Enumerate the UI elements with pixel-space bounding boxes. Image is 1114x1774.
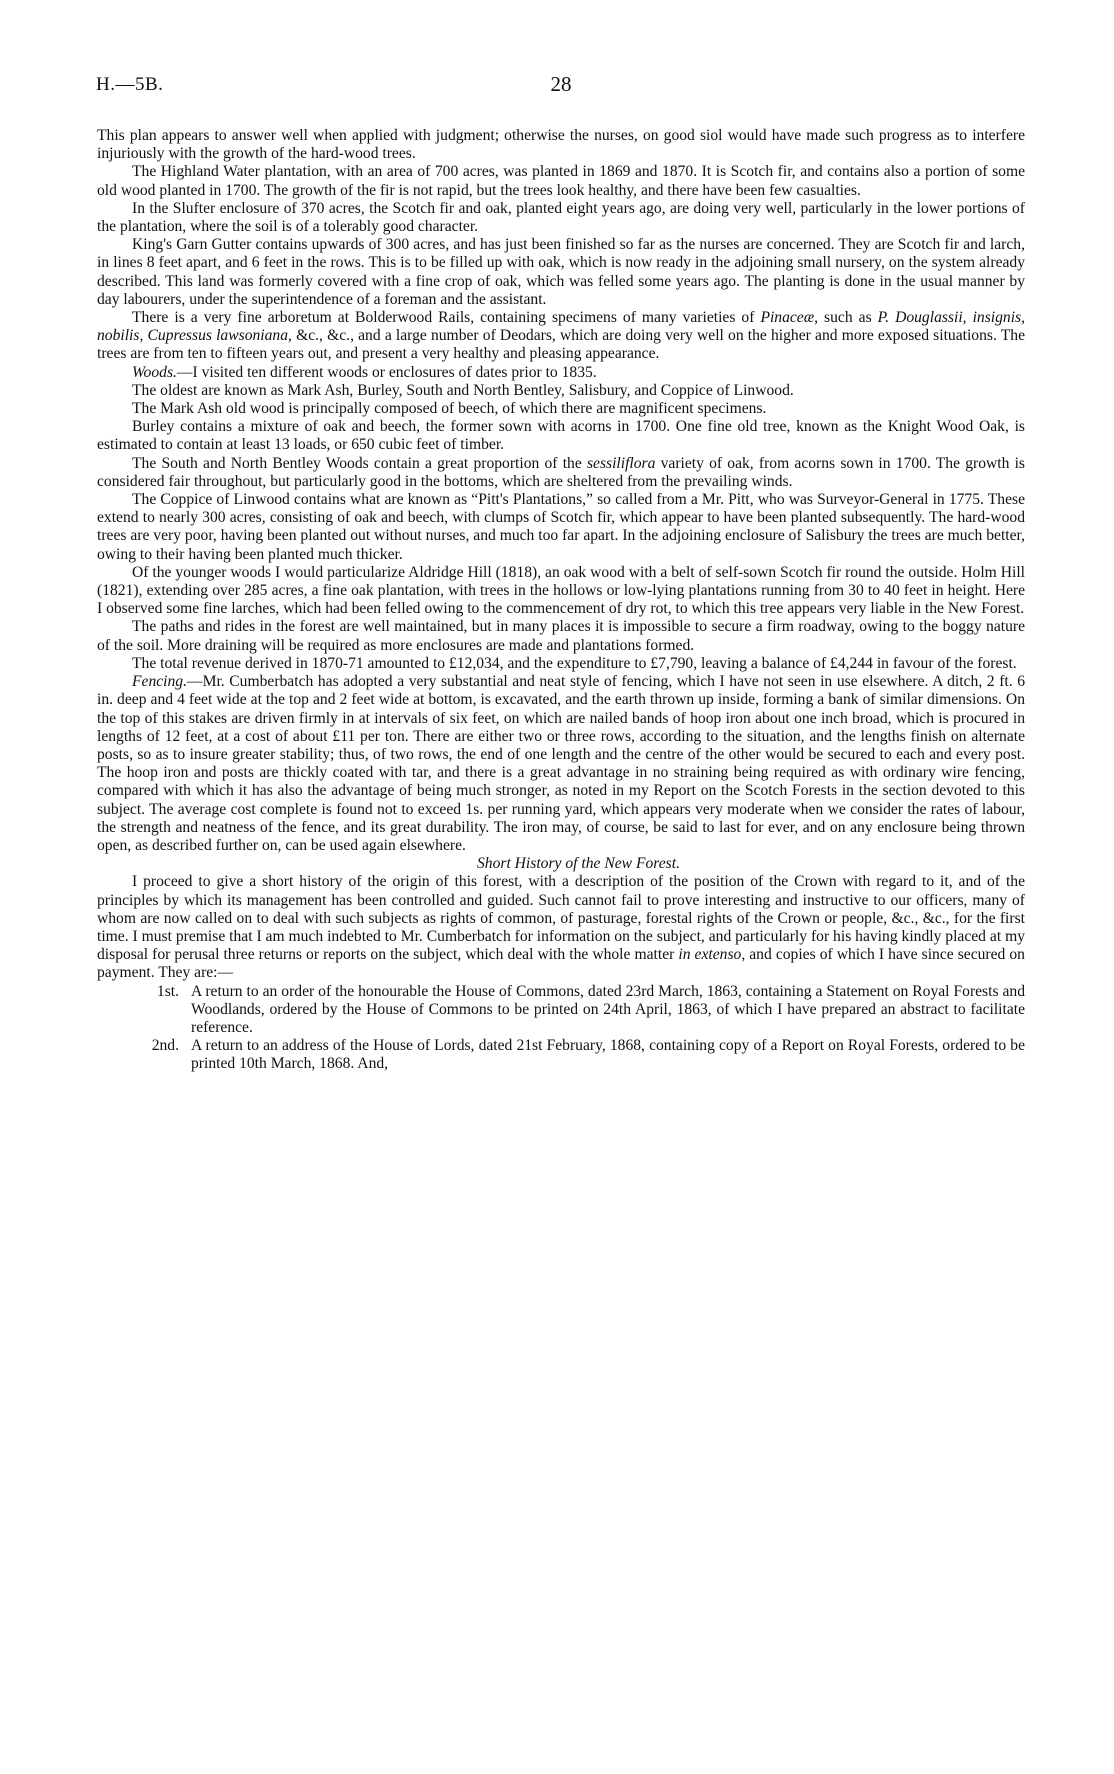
paragraph: Of the younger woods I would particularize Aldridge Hill (1818), an oak wood with a belt of self-sown Scotch fir round the outside. Holm Hill (1821), extending over 285 acres, a fine oak plantation, with trees in the hollows or low-lying plantations running from 30 to 40 feet in height. Here I observed some fine larches, which had been felled owing to the commencement of dry rot, to which this tree appears very liable in the New Forest. — [97, 563, 1025, 618]
paragraph-bentley: The South and North Bentley Woods contain a great proportion of the sessiliflora variety of oak, from acorns sown in 1700. The growth is considered fair throughout, but particularly good in the bottoms, which are sheltered from the prevailing winds. — [97, 454, 1025, 490]
paragraph: In the Slufter enclosure of 370 acres, the Scotch fir and oak, planted eight years ago, are doing very well, particularly in the lower portions of the plantation, where the soil is of a tolerably good character. — [97, 199, 1025, 236]
paragraph: The paths and rides in the forest are well maintained, but in many places it is impossible to secure a firm roadway, owing to the boggy nature of the soil. More draining will be required as more enclosures are made and plantations formed. — [97, 618, 1025, 654]
paragraph-fencing: Fencing.—Mr. Cumberbatch has adopted a very substantial and neat style of fencing, which I have not seen in use elsewhere. A ditch, 2 ft. 6 in. deep and 4 feet wide at the top and 2 feet wide at bottom, is excavated, and the earth thrown up inside, forming a bank of similar dimensions. On the top of this stakes are driven firmly in at intervals of six feet, on which are nailed bands of hoop iron about one inch broad, which is procured in lengths of 12 feet, at a cost of about £11 per ton. There are either two or three rows, according to the situation, and the lengths finish on alternate posts, so as to insure greater stability; thus, of two rows, the end of one length and the centre of the other would be secured to each and every post. The hoop iron and posts are thickly coated with tar, and there is a great advantage in no straining being required as with ordinary wire fencing, compared with which it has also the advantage of being much stronger, as noted in my Report on the Scotch Forests in the section devoted to this subject. The average cost complete is found not to exceed 1s. per running yard, which appears very moderate when we consider the rates of labour, the strength and neatness of the fence, and its great durability. The iron may, of course, be said to last for ever, and on any enclosure being thrown open, as described further on, can be used again elsewhere. — [97, 673, 1025, 854]
italic-phrase: in extenso — [678, 946, 742, 964]
list-item — [97, 983, 1025, 1038]
run-in-heading: Woods. — [132, 363, 177, 381]
list-item-label: 1st. — [156, 982, 179, 1000]
list-item-label: 2nd. — [151, 1037, 179, 1055]
paragraph-history: I proceed to give a short history of the origin of this forest, with a description of the position of the Crown with regard to it, and of the principles by which its management has been controlled and guided. Such cannot fail to prove interesting and instructive to our officers, many of whom are now called on to deal with such subjects as rights of common, of pasturage, forestal rights of the Crown or people, &c., &c., for the first time. I must premise that I am much indebted to Mr. Cumberbatch for information on the subject, and particularly for his having kindly placed at my disposal for perusal three returns or reports on the subject, which deal with the whole matter in extenso, and copies of which I have since secured on payment. They are:— — [97, 873, 1025, 982]
list-item-text: A return to an address of the House of Lords, dated 21st February, 1868, containing copy of a Report on Royal Forests, ordered to be printed 10th March, 1868. And, — [191, 1037, 1025, 1073]
paragraph-arboretum: There is a very fine arboretum at Bolderwood Rails, containing specimens of many varieties of Pinaceæ, such as P. Douglassii, insignis, nobilis, Cupressus lawsoniana, &c., &c., and a large number of Deodars, which are doing very well on the higher and more exposed situations. The trees are from ten to fifteen years out, and present a very healthy and pleasing appearance. — [97, 309, 1025, 363]
paragraph: This plan appears to answer well when applied with judgment; otherwise the nurses, on good siol would have made such progress as to interfere injuriously with the growth of the hard-wood trees. — [97, 127, 1025, 163]
list-item-text: A return to an order of the honourable the House of Commons, dated 23rd March, 1863, containing a Statement on Royal Forests and Woodlands, ordered by the House of Commons to be printed on 24th April, 1863, of which I have prepared an abstract to facilitate reference. — [191, 982, 1025, 1036]
document-reference: H.—5B. — [96, 74, 164, 95]
run-in-heading: Fencing. — [132, 673, 187, 691]
italic-species: P. Douglassii, insignis, nobilis, Cupressus lawsoniana — [97, 309, 1025, 345]
paragraph: The Highland Water plantation, with an area of 700 acres, was planted in 1869 and 1870. It is Scotch fir, and contains also a portion of some old wood planted in 1700. The growth of the fir is not rapid, but the trees look healthy, and there have been few casualties. — [97, 163, 1025, 199]
paragraph: Burley contains a mixture of oak and beech, the former sown with acorns in 1700. One fine old tree, known as the Knight Wood Oak, is estimated to contain at least 13 loads, or 650 cubic feet of timber. — [97, 418, 1025, 454]
paragraph: King's Garn Gutter contains upwards of 300 acres, and has just been finished so far as the nurses are concerned. They are Scotch fir and larch, in lines 8 feet apart, and 6 feet in the rows. This is to be filled up with oak, which is now ready in the adjoining small nursery, on the system already described. This land was formerly covered with a fine crop of oak, which was felled some years ago. The planting is done in the usual manner by day labourers, under the superintendence of a foreman and the assistant. — [97, 236, 1025, 308]
paragraph: The Coppice of Linwood contains what are known as “Pitt's Plantations,” so called from a Mr. Pitt, who was Surveyor-General in 1775. These extend to nearly 300 acres, consisting of oak and beech, with clumps of Scotch fir, which appear to have been planted subsequently. The hard-wood trees are very poor, having been planted out without nurses, and much too far apart. In the adjoining enclosure of Salisbury the trees are much better, owing to their having been planted much thicker. — [97, 491, 1025, 563]
list-item — [97, 1037, 1025, 1073]
section-heading: Short History of the New Forest. — [476, 855, 680, 873]
page-number: 28 — [550, 72, 572, 96]
paragraph: The oldest are known as Mark Ash, Burley, South and North Bentley, Salisbury, and Coppice of Linwood. — [132, 381, 794, 399]
page-header — [96, 74, 1026, 104]
italic-term: Pinaceæ — [760, 309, 815, 327]
italic-term: sessiliflora — [586, 454, 656, 472]
body-text — [97, 127, 1025, 1074]
paragraph: The total revenue derived in 1870-71 amounted to £12,034, and the expenditure to £7,790, leaving a balance of £4,244 in favour of the forest. — [132, 654, 1017, 672]
paragraph: The Mark Ash old wood is principally composed of beech, of which there are magnificent specimens. — [132, 400, 767, 418]
paragraph-woods: Woods.—I visited ten different woods or enclosures of dates prior to 1835. — [132, 363, 597, 381]
